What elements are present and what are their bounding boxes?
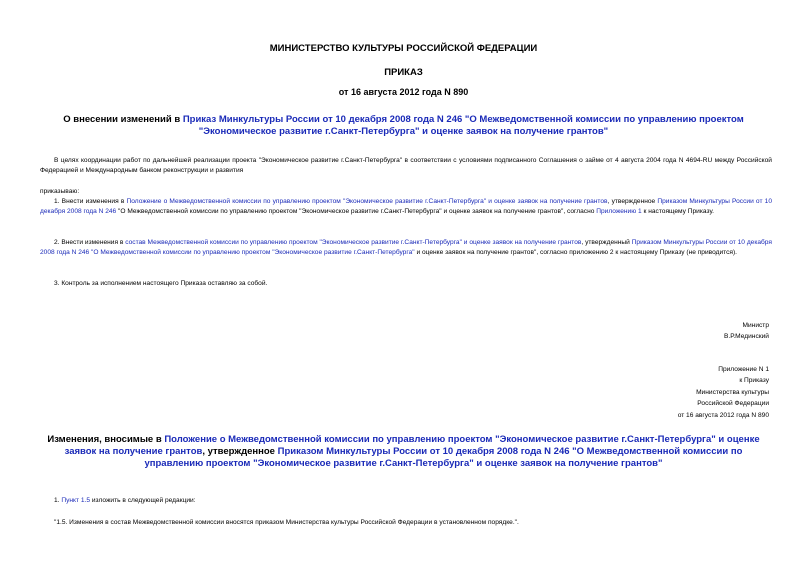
signature-position: Министр [742,322,769,329]
paragraph-2 [40,238,772,258]
doc-type-heading: ПРИКАЗ [384,67,423,78]
order-title [40,114,767,138]
annex-line-4: Российской Федерации [697,400,769,408]
order-word: приказываю: [40,188,80,195]
p1-text-c: "О Межведомственной комиссии по управлению проектом "Экономическое развитие г.Санкт-Петербурга" и оценке заявок на получение грантов", согласно [116,208,597,215]
p2-text-c: и оценке заявок на получение грантов", согласно приложению 2 к настоящему Приказу (не приводится). [414,249,737,256]
p1-link-annex-1[interactable]: Приложению 1 [596,208,642,215]
annex-title-b: , утвержденное [202,446,278,457]
p1-link-regulation[interactable]: Положение о Межведомственной комиссии по управлению проектом "Экономическое развитие г.Санкт-Петербурга" и оценке заявок на получение грантов [126,198,608,205]
signature-name: В.Р.Мединский [723,333,769,340]
p2-text-b: , утвержденный [581,239,632,246]
order-date: от 16 августа 2012 года N 890 [338,87,469,97]
p1-text-b: , утвержденное [607,198,658,205]
ministry-heading: МИНИСТЕРСТВО КУЛЬТУРЫ РОССИЙСКОЙ ФЕДЕРАЦИИ [269,43,538,54]
p1-link-order[interactable]: Приказом Минкультуры России от 10 декабря 2008 года N 246 [40,198,772,215]
p2-text-a: 2. Внести изменения в [54,239,126,246]
annex-title-link-regulation[interactable]: Положение о Межведомственной комиссии по управлению проектом "Экономическое развитие г.Санкт-Петербурга" и оценке заявок на получение грантов [64,434,760,457]
annex-line-1: Приложение N 1 [718,366,769,373]
annex-title-a: Изменения, вносимые в [47,434,165,445]
annex-line-3: Министерства культуры [696,388,769,396]
intro-paragraph: В целях координации работ по дальнейшей реализации проекта "Экономическое развитие г.Санкт-Петербурга" в соответствии с условиями подписанного Соглашения о займе от 4 августа 2004 года N 4694-RU между Российской Федерацией и Международным банком реконструкции и развития [40,157,772,174]
title-link-order-246[interactable]: Приказ Минкультуры России от 10 декабря 2008 года N 246 "О Межведомственной комиссии по управлению проектом "Экономическое развитие г.Санкт-Петербурга" и оценке заявок на получение грантов" [182,114,744,137]
p1-text-d: к настоящему Приказу. [641,208,714,215]
annex-line-5: от 16 августа 2012 года N 890 [677,411,769,419]
paragraph-3: 3. Контроль за исполнением настоящего Приказа оставляю за собой. [54,280,268,287]
annex-title [40,434,767,470]
annex-title-link-order[interactable]: Приказом Минкультуры России от 10 декабря 2008 года N 246 "О Межведомственной комиссии по управлению проектом "Экономическое развитие г.Санкт-Петербурга" и оценке заявок на получение грантов" [144,446,743,469]
title-prefix: О внесении изменений в [63,114,183,125]
change-item-1-a: 1. [54,497,62,504]
point-1-5-link[interactable]: Пункт 1.5 [61,497,90,504]
annex-line-2: к Приказу [739,377,769,385]
p2-link-composition[interactable]: состав Межведомственной комиссии по управлению проектом "Экономическое развитие г.Санкт-Петербурга" и оценке заявок на получение грантов [125,239,582,246]
change-quote: "1.5. Изменения в состав Межведомственной комиссии вносятся приказом Министерства культуры Российской Федерации в установленном порядке.". [54,519,519,526]
annex-header [678,364,769,421]
p1-text-a: 1. Внести изменения в [54,198,127,205]
paragraph-1 [40,197,772,217]
change-item-1-b: изложить в следующей редакции: [90,497,196,504]
change-item-1 [40,496,772,506]
p2-link-order[interactable]: Приказом Минкультуры России от 10 декабря 2008 года N 246 "О Межведомственной комиссии по управлению проектом "Экономическое развитие г.Санкт-Петербурга" [40,239,772,256]
